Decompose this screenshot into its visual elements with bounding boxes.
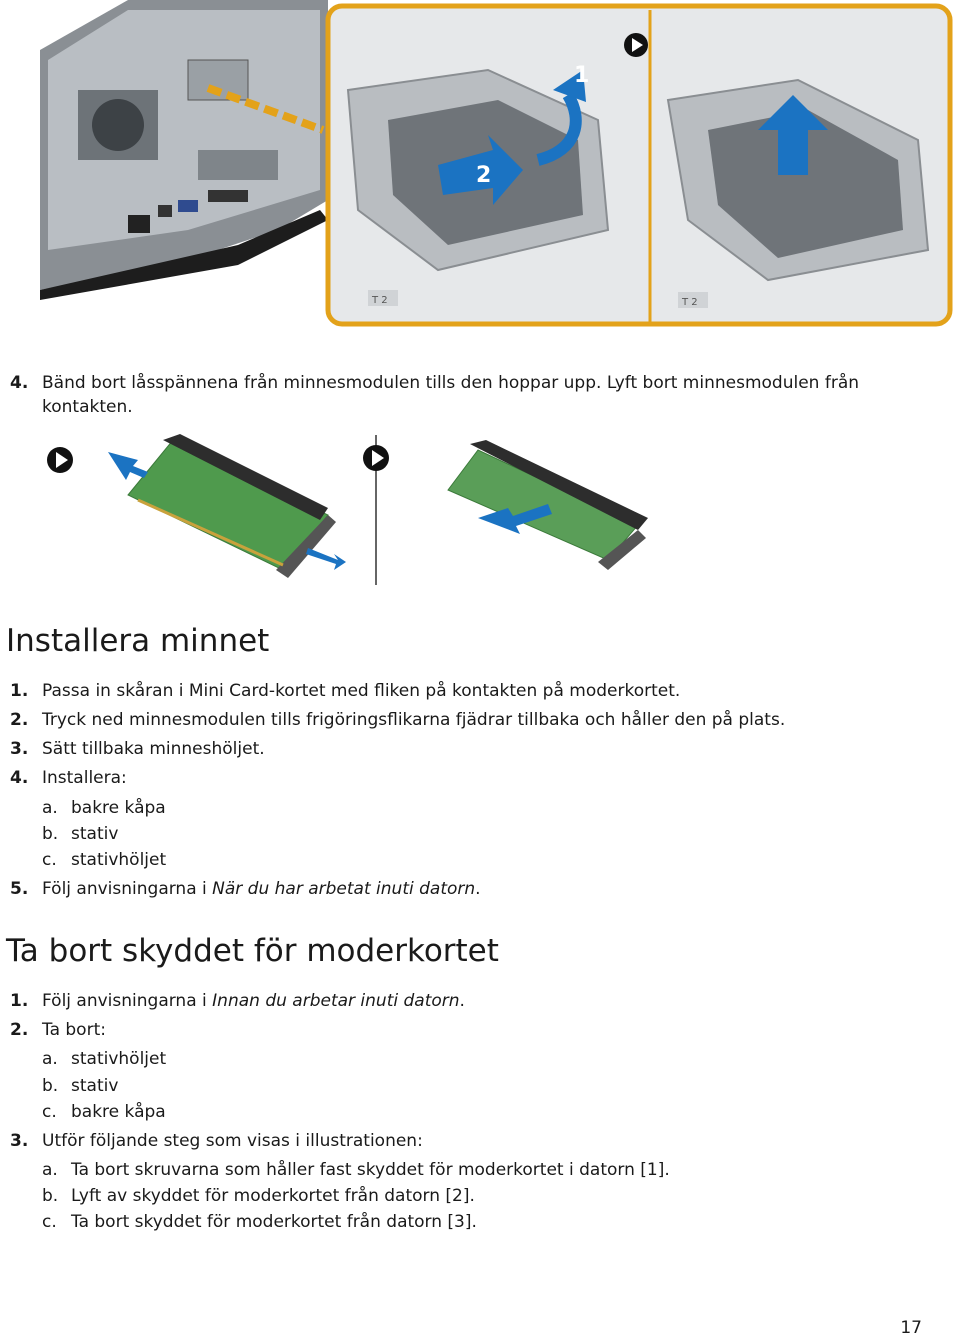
reference-link[interactable]: När du har arbetat inuti datorn <box>212 879 476 899</box>
step-text: Installera: <box>42 768 127 788</box>
sub-letter: b. <box>42 824 59 844</box>
step-number: 2. <box>10 710 29 730</box>
step-text-line2: kontakten. <box>42 397 133 417</box>
step-text: Följ anvisningarna i När du har arbetat inuti datorn. <box>42 879 481 899</box>
sub-text: stativ <box>71 1076 119 1096</box>
step-number: 1. <box>10 991 29 1011</box>
step-text: Sätt tillbaka minneshöljet. <box>42 739 265 759</box>
callout-2: 2 <box>476 163 492 188</box>
step-number: 3. <box>10 1131 29 1151</box>
sub-text: bakre kåpa <box>71 798 166 818</box>
sub-text: Lyft av skyddet för moderkortet från datorn [2]. <box>71 1186 475 1206</box>
step-number: 4. <box>10 373 29 393</box>
arrow-left-out-icon <box>108 452 148 480</box>
sub-letter: a. <box>42 1049 58 1069</box>
step-text: Passa in skåran i Mini Card-kortet med fliken på kontakten på moderkortet. <box>42 681 681 701</box>
step-number: 2. <box>10 1020 29 1040</box>
reference-link[interactable]: Innan du arbetar inuti datorn <box>212 991 460 1011</box>
step-text: Ta bort: <box>42 1020 106 1040</box>
sub-letter: a. <box>42 798 58 818</box>
step-number: 3. <box>10 739 29 759</box>
step-number: 1. <box>10 681 29 701</box>
memory-shield-detail <box>328 6 950 324</box>
label-t2-left: T 2 <box>372 295 388 306</box>
memory-module-figure <box>38 430 678 590</box>
sub-text: bakre kåpa <box>71 1102 166 1122</box>
sub-text: Ta bort skyddet för moderkortet från datorn [3]. <box>71 1212 477 1232</box>
sub-text: stativhöljet <box>71 1049 167 1069</box>
section-title-remove: Ta bort skyddet för moderkortet <box>6 933 499 969</box>
sub-letter: c. <box>42 1102 57 1122</box>
sub-letter: a. <box>42 1160 58 1180</box>
section-title-install: Installera minnet <box>6 623 270 659</box>
motherboard-memory-figure <box>38 0 958 330</box>
step-number: 5. <box>10 879 29 899</box>
step-number: 4. <box>10 768 29 788</box>
page-number: 17 <box>900 1318 922 1338</box>
step-text: Följ anvisningarna i Innan du arbetar inuti datorn. <box>42 991 465 1011</box>
sub-letter: b. <box>42 1076 59 1096</box>
arrow-right-out-icon <box>306 548 346 570</box>
memory-module-left <box>128 434 336 578</box>
step-text: Tryck ned minnesmodulen tills frigöringsflikarna fjädrar tillbaka och håller den på plats. <box>42 710 786 730</box>
computer-overview-photo <box>40 0 328 300</box>
step-text: Utför följande steg som visas i illustrationen: <box>42 1131 423 1151</box>
sub-letter: c. <box>42 850 57 870</box>
sub-text: Ta bort skruvarna som håller fast skyddet för moderkortet i datorn [1]. <box>71 1160 670 1180</box>
step-text-line1: Bänd bort låsspännena från minnesmodulen tills den hoppar upp. Lyft bort minnesmodulen från <box>42 373 860 393</box>
sub-text: stativhöljet <box>71 850 167 870</box>
label-t2-right: T 2 <box>682 297 698 308</box>
callout-1: 1 <box>574 63 590 88</box>
sub-text: stativ <box>71 824 119 844</box>
sub-letter: b. <box>42 1186 59 1206</box>
sub-letter: c. <box>42 1212 57 1232</box>
